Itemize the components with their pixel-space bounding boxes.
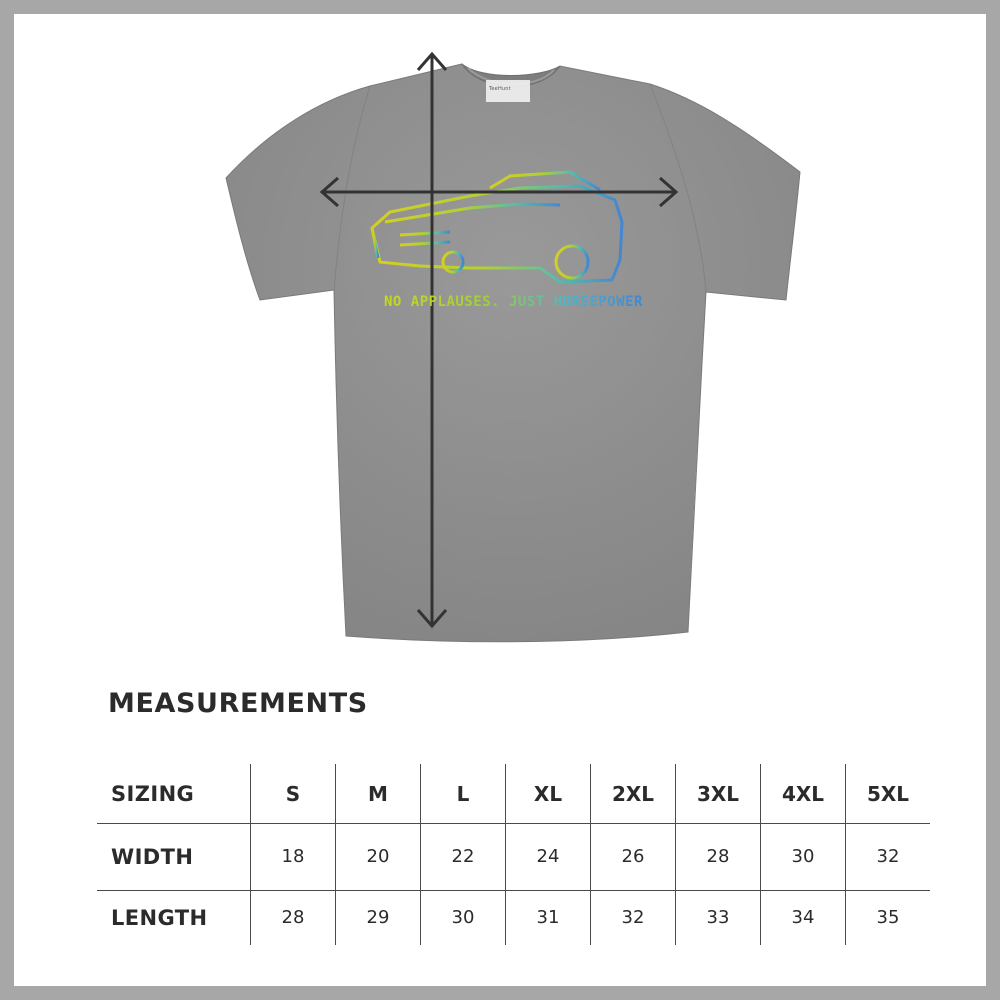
- size-header: 3XL: [675, 764, 760, 823]
- size-header: S: [250, 764, 335, 823]
- length-label: LENGTH: [111, 905, 208, 930]
- sizing-header-label: SIZING: [111, 781, 195, 806]
- length-value: 29: [335, 890, 420, 945]
- width-value: 22: [420, 823, 505, 890]
- length-value: 34: [760, 890, 845, 945]
- size-header: M: [335, 764, 420, 823]
- length-value: 28: [250, 890, 335, 945]
- size-header: L: [420, 764, 505, 823]
- width-value: 26: [590, 823, 675, 890]
- length-value: 30: [420, 890, 505, 945]
- length-value: 33: [675, 890, 760, 945]
- measurements-title: MEASUREMENTS: [108, 688, 368, 719]
- width-value: 24: [505, 823, 590, 890]
- length-value: 31: [505, 890, 590, 945]
- length-value: 32: [590, 890, 675, 945]
- width-row: [97, 823, 930, 891]
- width-label: WIDTH: [111, 844, 194, 869]
- width-value: 18: [250, 823, 335, 890]
- tshirt-tag-brand: TeeHunt: [489, 86, 511, 92]
- size-header: 5XL: [845, 764, 930, 823]
- width-value: 28: [675, 823, 760, 890]
- size-header: 4XL: [760, 764, 845, 823]
- tshirt-body: [226, 64, 800, 642]
- width-value: 32: [845, 823, 930, 890]
- width-value: 30: [760, 823, 845, 890]
- size-chart-header-row: [97, 764, 930, 824]
- tshirt-print-slogan: NO APPLAUSES. JUST HORSEPOWER.: [384, 294, 652, 310]
- size-chart-table: [97, 764, 930, 945]
- size-header: XL: [505, 764, 590, 823]
- size-header: 2XL: [590, 764, 675, 823]
- width-value: 20: [335, 823, 420, 890]
- length-value: 35: [845, 890, 930, 945]
- length-row: [97, 890, 930, 945]
